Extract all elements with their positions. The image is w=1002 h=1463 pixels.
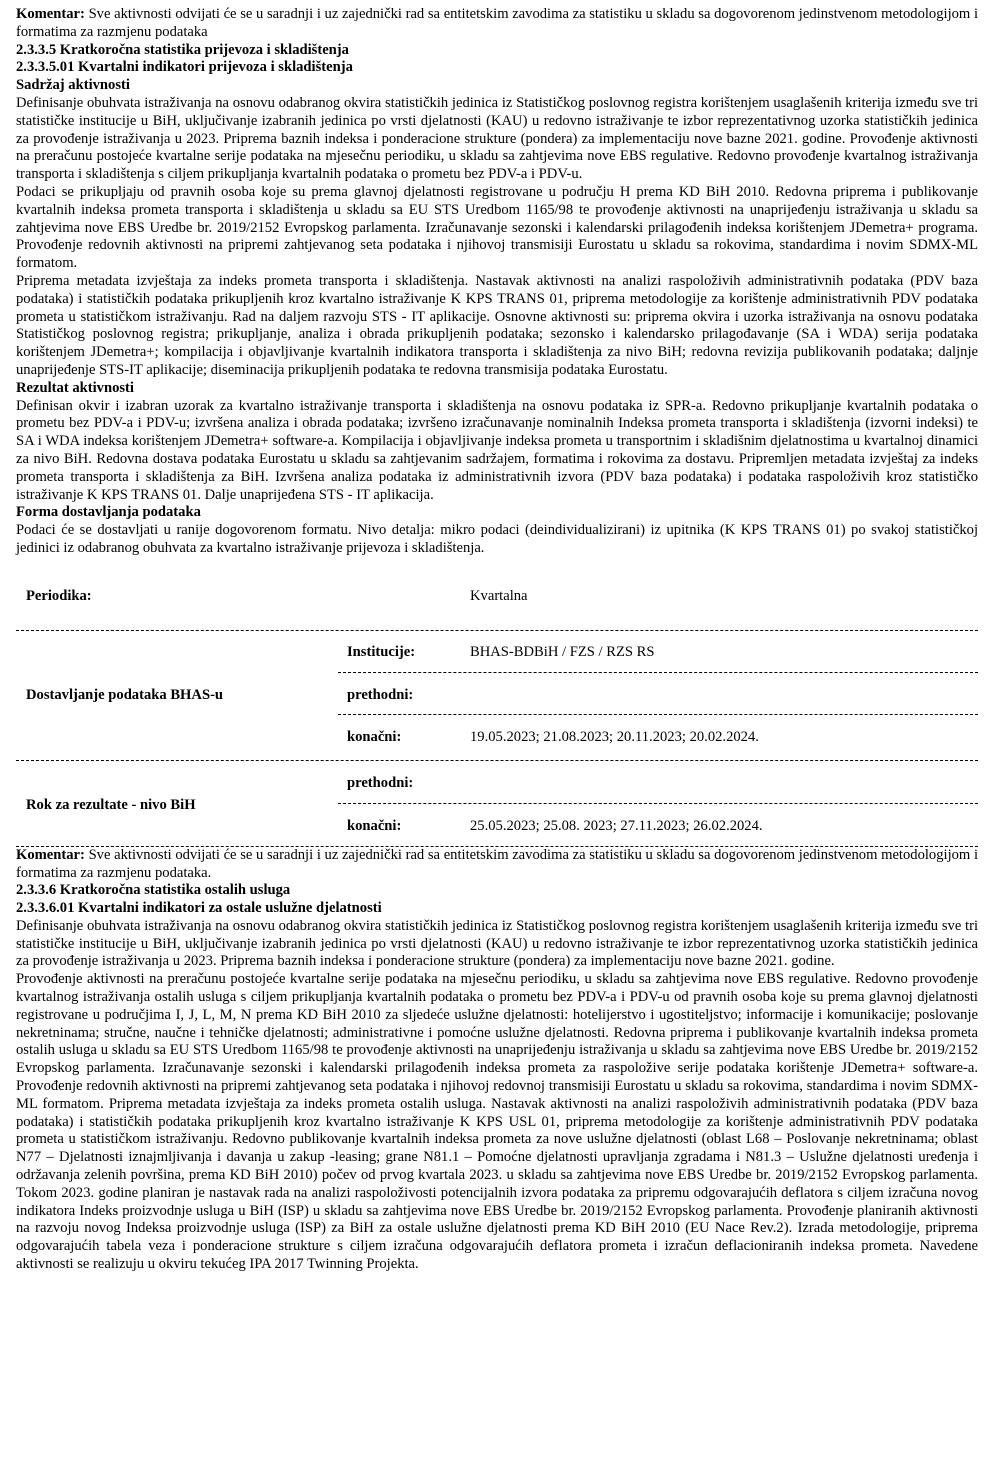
divider bbox=[338, 672, 978, 673]
institutions-value: BHAS-BDBiH / FZS / RZS RS bbox=[470, 643, 655, 660]
delivery-final-label: konačni: bbox=[347, 728, 402, 745]
services-paragraph-1: Definisanje obuhvata istraživanja na osnovu odabranog okvira statističkih jedinica iz Statističkog poslovnog registra korištenjem usaglašenih kriterija između sve tri statističke institucije u BiH, uključivanje izabranih jedinica po vrsti djelatnosti (KAU) u redovno istraživanje te izbor reprezentativnog uzorka statističkih jedinica za provođenje istraživanja u 2023. Priprema baznih indeksa i ponderacione strukture (pondera) za implementaciju nove bazne 2021. godine. bbox=[16, 917, 978, 970]
form-heading: Forma dostavljanja podataka bbox=[16, 504, 201, 521]
deadline-label: Rok za rezultate - nivo BiH bbox=[26, 796, 196, 813]
periodika-label: Periodika: bbox=[26, 587, 92, 604]
services-paragraph-2: Provođenje aktivnosti na preračunu postojeće kvartalne serije podataka na mjesečnu periodiku, u skladu sa zahtjevima nove EBS regulative. Redovno provođenje kvartalnog istraživanja ostalih usluga s ciljem prikupljanja kvartalnih podataka o prometu bez PDV-a i PDV-u od pravnih osoba koje su prema glavnoj djelatnosti registrovane u područjima I, J, L, M, N prema KD BiH 2010 za sljedeće uslužne djelatnosti: hotelijerstvo i ugostiteljstvo; informacije i komunikacije; poslovanje nekretninama; stručne, naučne i tehničke djelatnosti; administrativne i pomoćne uslužne djelatnosti. Redovna priprema i publikovanje kvartalnih indeksa prometa ostalih usluga u skladu sa EU STS Uredbom 1165/98 te provođenje aktivnosti na unaprijeđenju istraživanja u skladu sa zahtjevima nove EBS Uredbe br. 2019/2152 Evropskog parlamenta. Izračunavanje sezonski i kalendarski prilagođenih indeksa prometa za raspoložive serije podataka korištenje JDemetra+ software-a. Provođenje redovnih aktivnosti na pripremi zahtjevanog seta podataka i njihovoj redovnoj transmisiji Eurostatu u skladu sa rokovima, standardima i novim SDMX-ML formatom. Priprema metadata izvještaja za indeks prometa ostalih usluga. Nastavak aktivnosti na analizi raspoloživih administrativnih podataka (PDV baza podataka) i statističkih podataka prikupljenih kroz kvartalno istraživanje K KPS USL 01, priprema metodologije za korištenje administrativnih PDV podataka prometa u statističkom istraživanju. Redovno publikovanje kvartalnih indeksa prometa za nove uslužne djelatnosti (oblast L68 – Poslovanje nekretninama; oblast N77 – Djelatnosti iznajmljivanja i davanja u zakup -leasing; grane N81.1 – Pomoćne djelatnosti upravljanja zgradama i N81.3 – Uslužne djelatnosti uređenja i održavanja zelenih površina, prema KD BiH 2010) počev od prvog kvartala 2023. u skladu sa zahtjevima nove EBS Uredbe br. 2019/2152 Evropskog parlamenta. Tokom 2023. godine planiran je nastavak rada na analizi raspoloživosti potencijalnih izvora podataka za pripremu odgovarajućih deflatora s ciljem izračuna novog indikatora Indeks proizvodnje usluga u BiH (ISP) u skladu sa zahtjevima nove EBS Uredbe br. 2019/2152 Evropskog parlamenta. Provođenje planiranih aktivnosti na razvoju novog Indeksa proizvodnje usluga (ISP) za BiH za ostale uslužne djelatnosti prema KD BiH 2010 (EU Nace Rev.2). Izrada metodologije, priprema odgovarajućih tabela veza i ponderacione strukture s ciljem izračuna odgovarajućih deflatora prometa i izračun deflacioniranih indeksa prometa. Navedene aktivnosti se realizuju u okviru tekućeg IPA 2017 Twinning Projekta. bbox=[16, 971, 978, 1273]
comment-text: Sve aktivnosti odvijati će se u saradnji i uz zajednički rad sa entitetskim zavodima za statistiku u skladu sa dogovorenom jedinstvenom metodologijom i formatima za razmjenu podataka. bbox=[16, 846, 978, 881]
comment-text: Sve aktivnosti odvijati će se u saradnji i uz zajednički rad sa entitetskim zavodima za statistiku u skladu sa dogovorenom jedinstvenom metodologijom i formatima za razmjenu podataka bbox=[16, 6, 978, 40]
comment-paragraph-2 bbox=[16, 847, 978, 883]
delivery-block bbox=[16, 631, 978, 760]
result-paragraph: Definisan okvir i izabran uzorak za kvartalno istraživanje transporta i skladištenja na osnovu podataka iz SPR-a. Redovno prikupljanje kvartalnih podataka o prometu bez PDV-a i PDV-u; izvršena analiza i obrada podataka; izvršeno izračunavanje nominalnih Indeksa prometa transporta i skladištenja (izvorni indeksi) te SA i WDA indeksa korištenjem JDemetra+ software-a. Kompilacija i objavljivanje indeksa prometa u transportnim i skladišnim djelatnostima u kvartalnoj dinamici za nivo BiH. Redovna dostava podataka Eurostatu u skladu sa zahtjevanim sadržajem, formatima i rokovima za dostavu. Pripremljen metadata izvještaj za indeks prometa transporta i skladištenja za BiH. Izvršena analiza podataka iz administrativnih izvora (PDV baza podataka) i podataka raspoloživih kroz statističko istraživanje K KPS TRANS 01. Dalje unaprijeđena STS - IT aplikacija. bbox=[16, 397, 978, 503]
deadline-block bbox=[16, 761, 978, 846]
result-heading: Rezultat aktivnosti bbox=[16, 379, 134, 396]
document-page bbox=[16, 0, 978, 1274]
comment-label: Komentar: bbox=[16, 6, 85, 22]
comment-paragraph-1 bbox=[16, 6, 978, 42]
delivery-label: Dostavljanje podataka BHAS-u bbox=[26, 686, 224, 703]
subsection-heading-2-3-3-5-01: 2.3.3.5.01 Kvartalni indikatori prijevoza i skladištenja bbox=[16, 59, 353, 76]
divider bbox=[16, 846, 978, 847]
deadline-prev-label: prethodni: bbox=[347, 774, 414, 791]
content-paragraph-2: Podaci se prikupljaju od pravnih osoba koje su prema glavnoj djelatnosti registrovane u području H prema KD BiH 2010. Redovna priprema i publikovanje kvartalnih indeksa prometa transporta i skladištenja u skladu sa EU STS Uredbom 1165/98 te provođenje aktivnosti na unaprijeđenju istraživanja u skladu sa zahtjevima nove EBS Uredbe br. 2019/2152 Evropskog parlamenta. Izračunavanje sezonski i kalendarski prilagođenih indeksa korištenjem JDemetra+ programa. Provođenje redovnih aktivnosti na pripremi zahtjevanog seta podataka i njihovoj transmisiji Eurostatu u skladu sa rokovima, standardima i novim SDMX-ML formatom. bbox=[16, 183, 978, 272]
section-heading-2-3-3-6: 2.3.3.6 Kratkoročna statistika ostalih usluga bbox=[16, 882, 291, 899]
comment-label: Komentar: bbox=[16, 846, 85, 863]
content-paragraph-3: Priprema metadata izvještaja za indeks prometa transporta i skladištenja. Nastavak aktivnosti na analizi raspoloživih administrativnih podataka (PDV baza podataka) i statističkih podataka prikupljenih kroz kvartalno istraživanje K KPS TRANS 01, priprema metodologije za korištenje administrativnih PDV podataka prometa u statističkom istraživanju. Rad na daljem razvoju STS - IT aplikacije. Osnovne aktivnosti su: priprema okvira i uzorka istraživanja na osnovu podataka Statističkog poslovnog registra; prikupljanje, analiza i obrada prikupljenih podataka; sezonsko i kalendarsko prilagođavanje (SA i WDA) serija podataka korištenjem JDemetra+; kompilacija i objavljivanje kvartalnih indikatora transporta i skladištenja za nivo BiH; redovna revizija publikovanih podataka; daljnje unaprijeđenje STS-IT aplikacije; diseminacija prikupljenih podataka te redovna transmisija podataka Eurostatu. bbox=[16, 272, 978, 378]
content-paragraph-1: Definisanje obuhvata istraživanja na osnovu odabranog okvira statističkih jedinica iz Statističkog poslovnog registra korištenjem usaglašenih kriterija između sve tri statističke institucije u BiH, uključivanje izabranih jedinica po vrsti djelatnosti (KAU) u redovno istraživanje te izbor reprezentativnog uzorka statističkih jedinica za provođenje istraživanja u 2023. Priprema baznih indeksa i ponderacione strukture (pondera) za implementaciju nove bazne 2021. godine. Provođenje aktivnosti na preračunu postojeće kvartalne serije podataka na mjesečnu periodiku, u skladu sa zahtjevima nove EBS regulative. Redovno provođenje kvartalnog istraživanja transporta i skladištenja s ciljem prikupljanja kvartalnih podataka o prometu bez PDV-a i PDV-u. bbox=[16, 94, 978, 183]
subsection-heading-2-3-3-6-01: 2.3.3.6.01 Kvartalni indikatori za ostale uslužne djelatnosti bbox=[16, 900, 382, 917]
periodika-value: Kvartalna bbox=[470, 587, 528, 604]
section-heading-2-3-3-5: 2.3.3.5 Kratkoročna statistika prijevoza i skladištenja bbox=[16, 41, 349, 58]
deadline-final-label: konačni: bbox=[347, 817, 402, 834]
periodika-row bbox=[16, 568, 978, 630]
schedule-table bbox=[16, 568, 978, 847]
divider bbox=[338, 714, 978, 715]
content-heading: Sadržaj aktivnosti bbox=[16, 77, 130, 94]
delivery-prev-label: prethodni: bbox=[347, 686, 414, 703]
form-paragraph: Podaci će se dostavljati u ranije dogovorenom formatu. Nivo detalja: mikro podaci (deindividualizirani) iz upitnika (K KPS TRANS 01) po svakoj statističkoj jedinici iz odabranog obuhvata za kvartalno istraživanje prijevoza i skladištenja. bbox=[16, 522, 978, 556]
institutions-label: Institucije: bbox=[347, 643, 416, 660]
deadline-final-value: 25.05.2023; 25.08. 2023; 27.11.2023; 26.02.2024. bbox=[470, 817, 763, 834]
divider bbox=[338, 803, 978, 804]
delivery-final-value: 19.05.2023; 21.08.2023; 20.11.2023; 20.02.2024. bbox=[470, 728, 759, 745]
